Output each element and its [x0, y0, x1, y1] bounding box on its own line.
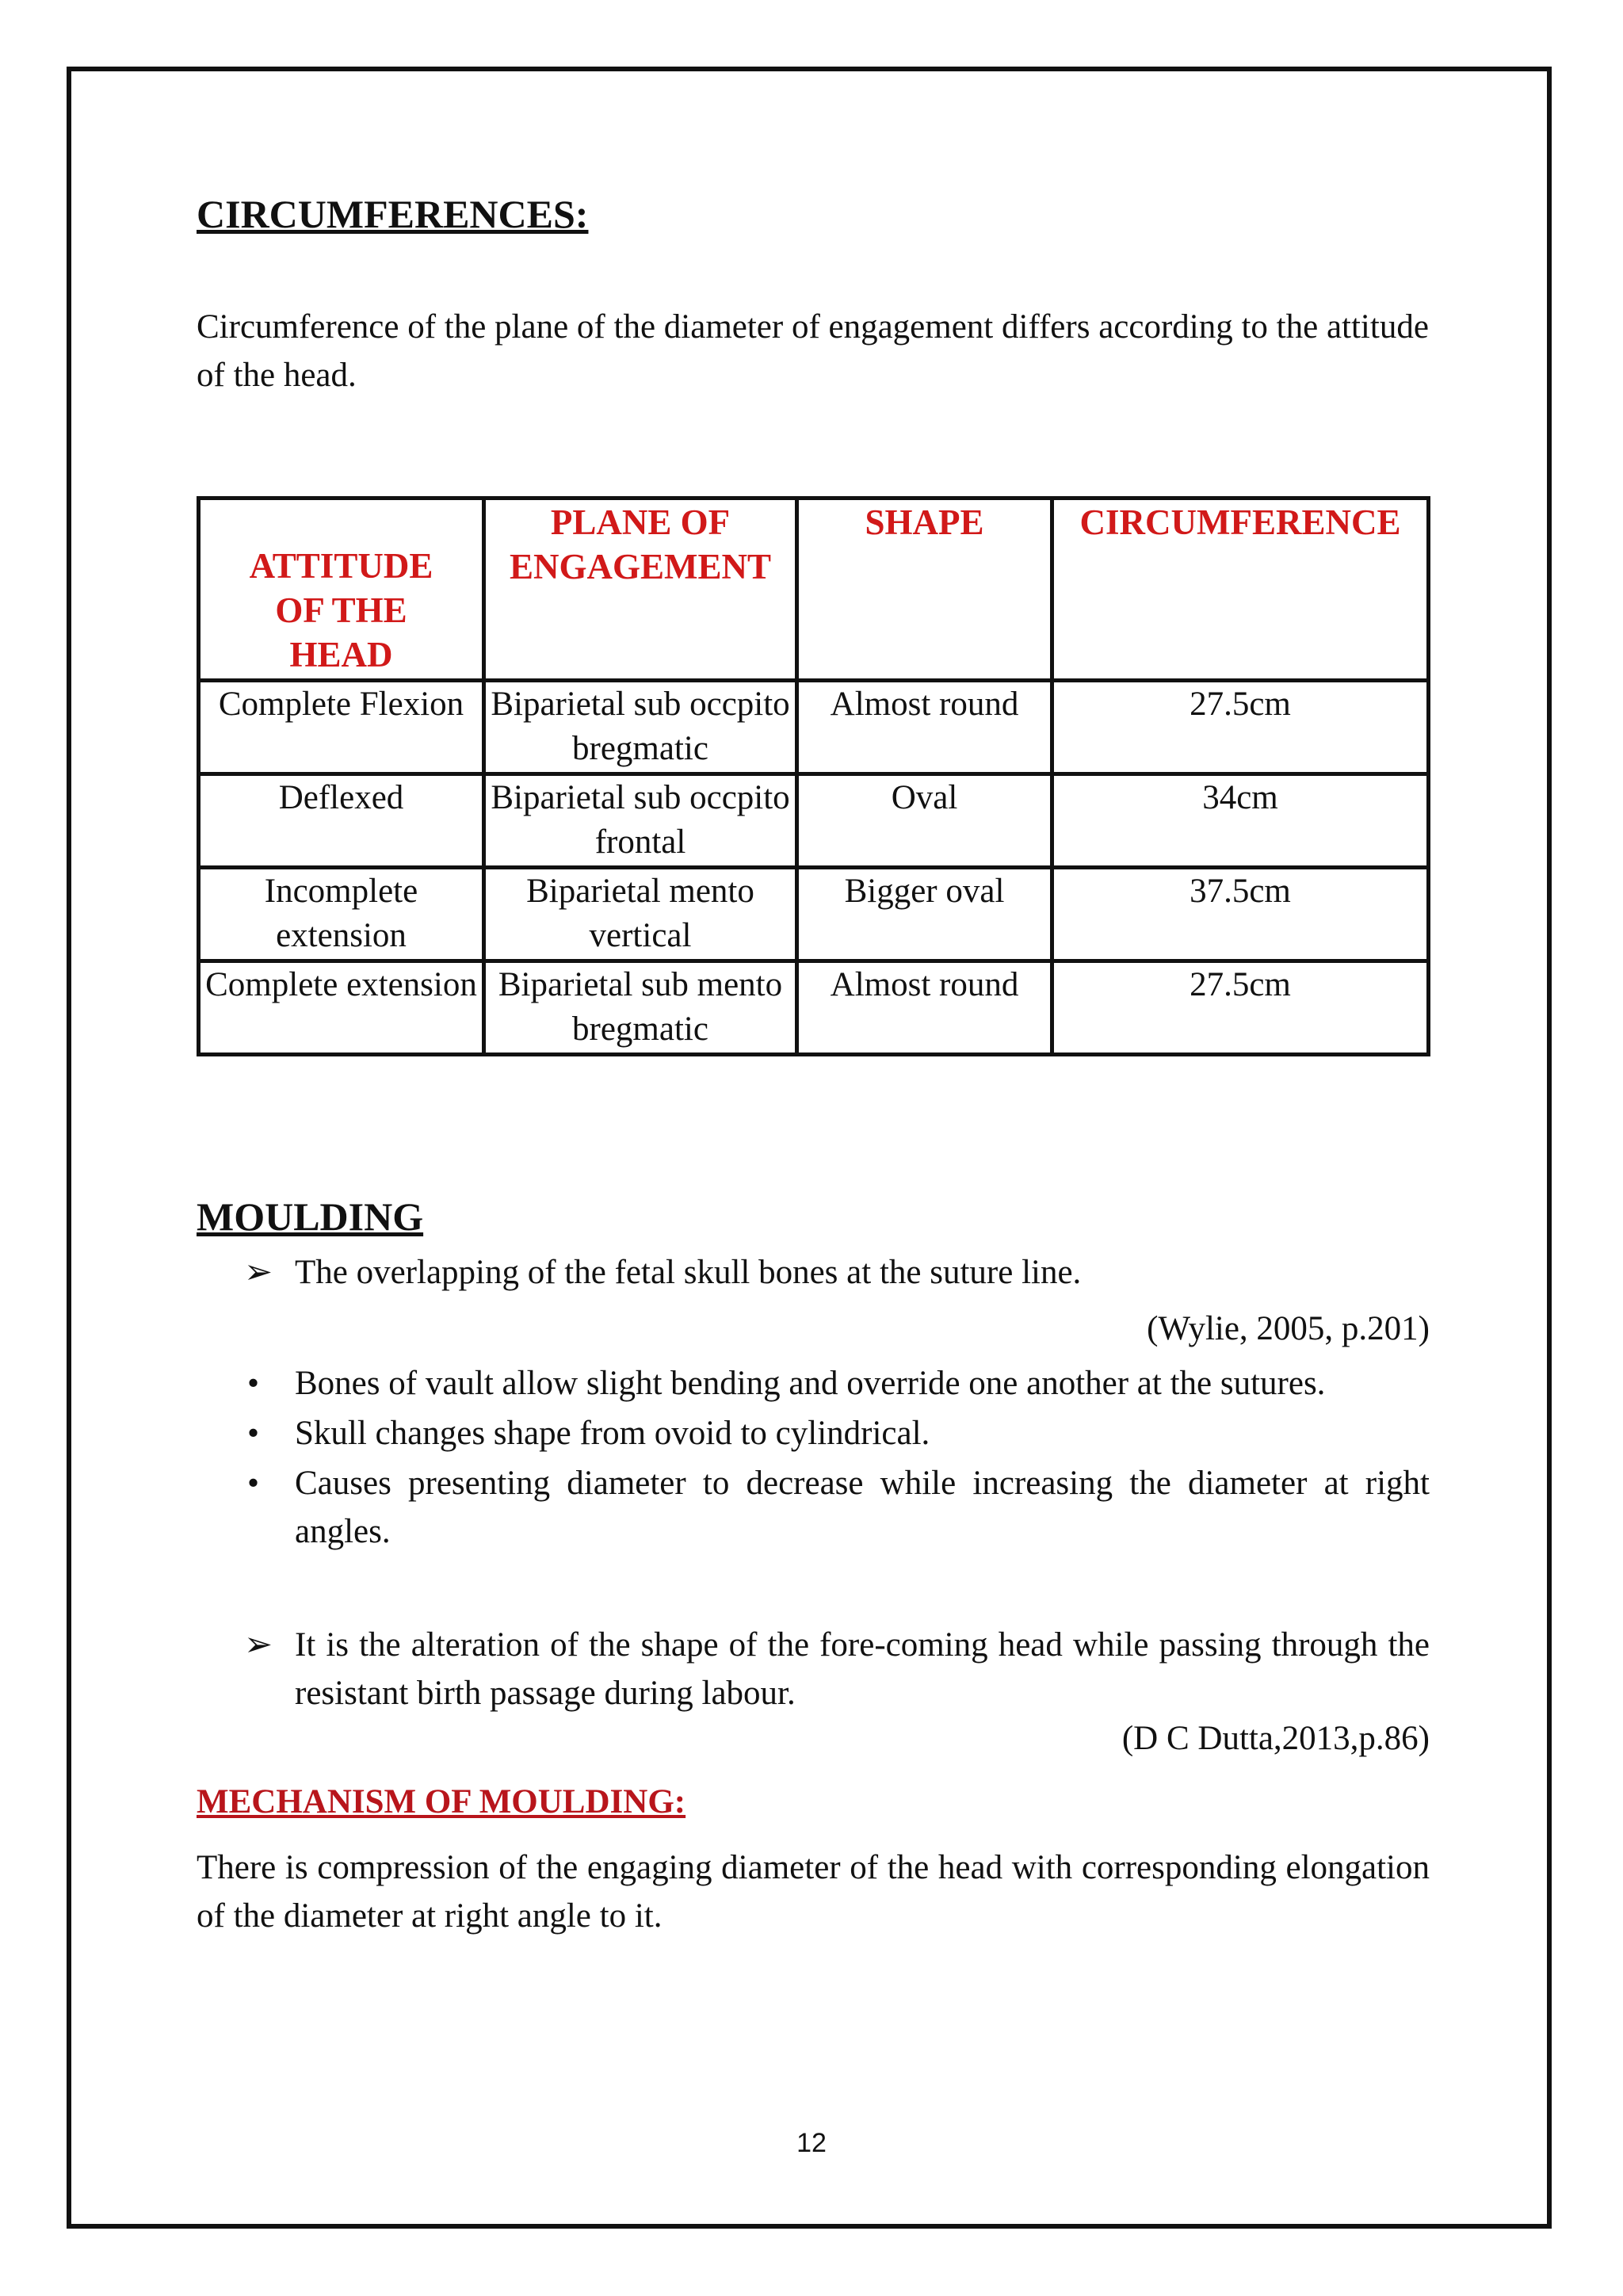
header-plane: PLANE OF ENGAGEMENT: [484, 499, 797, 681]
moulding-heading: MOULDING: [197, 1194, 424, 1239]
cell-shape: Almost round: [797, 961, 1052, 1055]
page-content: [197, 190, 1430, 1940]
dot-bullet-icon: •: [247, 1465, 260, 1502]
cell-plane: Biparietal sub mento bregmatic: [484, 961, 797, 1055]
cell-shape: Almost round: [797, 681, 1052, 774]
list-item-text: Causes presenting diameter to decrease while increasing the diameter at right angles.: [295, 1465, 1430, 1550]
dot-bullet-icon: •: [247, 1415, 260, 1452]
cell-circumference: 27.5cm: [1052, 681, 1429, 774]
cell-shape: Oval: [797, 774, 1052, 868]
list-item-text: Skull changes shape from ovoid to cylindrical.: [295, 1415, 930, 1452]
cell-attitude: Incomplete extension: [199, 868, 484, 961]
table-row: [199, 961, 1429, 1055]
citation-dutta: (D C Dutta,2013,p.86): [1121, 1720, 1430, 1757]
page-number: 12: [796, 2128, 827, 2158]
cell-circumference: 27.5cm: [1052, 961, 1429, 1055]
moulding-bullet-list: [197, 1359, 1430, 1556]
table-header-row: [199, 499, 1429, 681]
cell-plane: Biparietal mento vertical: [484, 868, 797, 961]
moulding-point-2: [197, 1621, 1430, 1717]
dot-bullet-icon: •: [247, 1365, 260, 1402]
moulding-point-2-text: It is the alteration of the shape of the fore-coming head while passing through the resistant birth passage during labour.: [295, 1626, 1430, 1712]
circumferences-heading: CIRCUMFERENCES:: [197, 192, 589, 236]
list-item: [197, 1409, 1430, 1457]
mechanism-text: There is compression of the engaging diameter of the head with corresponding elongation of the diameter at right angle to it.: [197, 1849, 1430, 1935]
table-row: [199, 681, 1429, 774]
cell-circumference: 34cm: [1052, 774, 1429, 868]
arrow-bullet-icon: ➢: [244, 1626, 273, 1664]
circumference-table: [197, 496, 1430, 1056]
circumferences-intro: Circumference of the plane of the diameter of engagement differs according to the attitude of the head.: [197, 308, 1429, 394]
cell-shape: Bigger oval: [797, 868, 1052, 961]
cell-circumference: 37.5cm: [1052, 868, 1429, 961]
list-item-text: Bones of vault allow slight bending and override one another at the sutures.: [295, 1365, 1326, 1402]
cell-plane: Biparietal sub occpito frontal: [484, 774, 797, 868]
moulding-point-1: [197, 1248, 1430, 1297]
cell-plane: Biparietal sub occpito bregmatic: [484, 681, 797, 774]
arrow-bullet-icon: ➢: [244, 1254, 273, 1291]
table-row: [199, 868, 1429, 961]
moulding-point-1-text: The overlapping of the fetal skull bones at the suture line.: [295, 1254, 1082, 1291]
cell-attitude: Complete Flexion: [199, 681, 484, 774]
header-attitude: ATTITUDE OF THE HEAD: [199, 499, 484, 681]
table-row: [199, 774, 1429, 868]
list-item: [197, 1459, 1430, 1556]
mechanism-heading: MECHANISM OF MOULDING:: [197, 1783, 686, 1820]
header-circumference: CIRCUMFERENCE: [1052, 499, 1429, 681]
cell-attitude: Deflexed: [199, 774, 484, 868]
list-item: [197, 1359, 1430, 1408]
citation-wylie: (Wylie, 2005, p.201): [1147, 1310, 1430, 1347]
header-shape: SHAPE: [797, 499, 1052, 681]
cell-attitude: Complete extension: [199, 961, 484, 1055]
